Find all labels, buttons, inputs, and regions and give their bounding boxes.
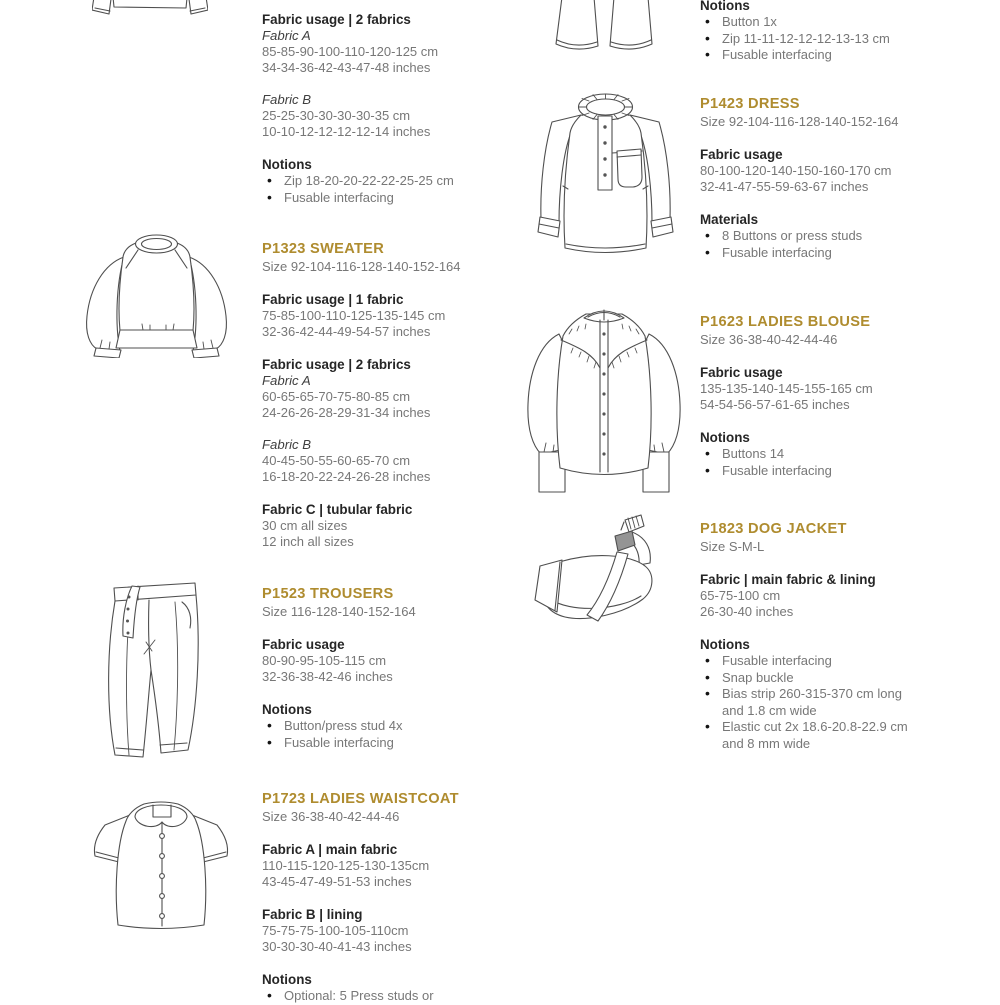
waistcoat-title: P1723 LADIES WAISTCOAT [262,791,459,807]
dress-illustration [537,91,674,259]
trousers-continued-section [700,0,920,64]
fabric-usage-1-heading: Fabric usage | 1 fabric [262,292,404,307]
list-item: • Fusable interfacing [700,653,920,670]
fabric-usage-heading: Fabric usage [700,365,783,380]
fabric-b-heading: Fabric B | lining [262,907,363,922]
blouse-size: Size 36-38-40-42-44-46 [700,332,838,347]
usage-cm: 80-100-120-140-150-160-170 cm [700,163,892,178]
fabric-b-inches: 10-10-12-12-12-12-14 inches [262,124,431,139]
notions-heading: Notions [700,430,750,445]
notions-list [262,988,482,1005]
fabric-a-cm: 60-65-65-70-75-80-85 cm [262,389,411,404]
fabric-inches: 26-30-40 inches [700,604,794,619]
blouse-illustration [525,302,683,498]
usage-inches: 32-36-38-42-46 inches [262,669,393,684]
list-item: • Fusable interfacing [700,463,920,480]
fabric-b-inches: 16-18-20-22-24-26-28 inches [262,469,431,484]
fabric-usage-2-heading: Fabric usage | 2 fabrics [262,357,411,372]
trouser-legs-partial-illustration [552,0,658,60]
notions-heading: Notions [700,637,750,652]
notions-list [700,653,920,752]
usage1-inches: 32-36-42-44-49-54-57 inches [262,324,431,339]
fabric-usage-heading: Fabric usage [262,637,345,652]
usage-inches: 54-54-56-57-61-65 inches [700,397,850,412]
fabric-b-cm: 25-25-30-30-30-30-35 cm [262,108,411,123]
notions-heading: Notions [262,702,312,717]
dog-jacket-section [700,520,920,752]
list-item: • Fusable interfacing [700,245,920,262]
notions-list [700,14,920,64]
dress-title: P1423 DRESS [700,96,800,112]
fabric-usage-heading: Fabric usage [700,147,783,162]
notions-list [700,446,920,479]
list-item: • Buttons 14 [700,446,920,463]
fabric-b-cm: 75-75-75-100-105-110cm [262,923,409,938]
fabric-a-heading: Fabric A | main fabric [262,842,398,857]
list-item: • Button/press stud 4x [262,718,482,735]
trousers-size: Size 116-128-140-152-164 [262,604,416,619]
trousers-title: P1523 TROUSERS [262,586,394,602]
sweater-size: Size 92-104-116-128-140-152-164 [262,259,461,274]
usage1-cm: 75-85-100-110-125-135-145 cm [262,308,446,323]
materials-list [700,228,920,261]
list-item: • Zip 11-11-12-12-12-13-13 cm [700,31,920,48]
fabric-b-label: Fabric B [262,92,312,107]
dog-jacket-illustration [531,502,673,640]
fabric-a-cm: 85-85-90-100-110-120-125 cm [262,44,439,59]
list-item: • 8 Buttons or press studs [700,228,920,245]
dog-jacket-title: P1823 DOG JACKET [700,521,847,537]
sweater-title: P1323 SWEATER [262,241,385,257]
fabric-a-inches: 24-26-26-28-29-31-34 inches [262,405,431,420]
sweater-hem-partial-illustration [92,0,208,16]
dress-size: Size 92-104-116-128-140-152-164 [700,114,899,129]
list-item: • Optional: 5 Press studs or [262,988,482,1005]
fabric-c-cm: 30 cm all sizes [262,518,348,533]
list-item: • Button 1x [700,14,920,31]
fabric-b-label: Fabric B [262,437,312,452]
fabric-b-inches: 30-30-30-40-41-43 inches [262,939,412,954]
dog-jacket-size: Size S-M-L [700,539,765,554]
list-item: • Fusable interfacing [262,735,482,752]
notions-heading: Notions [700,0,750,13]
fabric-usage-2-heading: Fabric usage | 2 fabrics [262,12,411,27]
blouse-section [700,313,920,479]
sweater-illustration [84,230,229,358]
list-item: • Bias strip 260-315-370 cm long and 1.8 cm wide [700,686,920,719]
notions-list [262,173,482,206]
fabric-a-inches: 34-34-36-42-43-47-48 inches [262,60,431,75]
dress-section [700,95,920,261]
usage-cm: 135-135-140-145-155-165 cm [700,381,873,396]
fabric-b-cm: 40-45-50-55-60-65-70 cm [262,453,411,468]
trousers-illustration [102,578,206,763]
notions-heading: Notions [262,972,312,987]
notions-heading: Notions [262,157,312,172]
list-item: • Fusable interfacing [262,190,482,207]
waistcoat-size: Size 36-38-40-42-44-46 [262,809,400,824]
list-item: • Elastic cut 2x 18.6-20.8-22.9 cm and 8 mm wide [700,719,920,752]
list-item: • Fusable interfacing [700,47,920,64]
sweater-continued-section [262,11,482,206]
waistcoat-illustration [86,783,236,933]
fabric-heading: Fabric | main fabric & lining [700,572,876,587]
fabric-a-label: Fabric A [262,373,311,388]
fabric-a-cm: 110-115-120-125-130-135cm [262,858,430,873]
waistcoat-section [262,790,482,1005]
blouse-title: P1623 LADIES BLOUSE [700,314,871,330]
list-item: • Zip 18-20-20-22-22-25-25 cm [262,173,482,190]
fabric-c-inches: 12 inch all sizes [262,534,354,549]
usage-inches: 32-41-47-55-59-63-67 inches [700,179,869,194]
list-item: • Snap buckle [700,670,920,687]
fabric-a-inches: 43-45-47-49-51-53 inches [262,874,412,889]
sweater-section [262,240,482,550]
trousers-section [262,585,482,751]
fabric-c-heading: Fabric C | tubular fabric [262,502,413,517]
fabric-a-label: Fabric A [262,28,311,43]
notions-list [262,718,482,751]
usage-cm: 80-90-95-105-115 cm [262,653,387,668]
materials-heading: Materials [700,212,759,227]
fabric-cm: 65-75-100 cm [700,588,781,603]
